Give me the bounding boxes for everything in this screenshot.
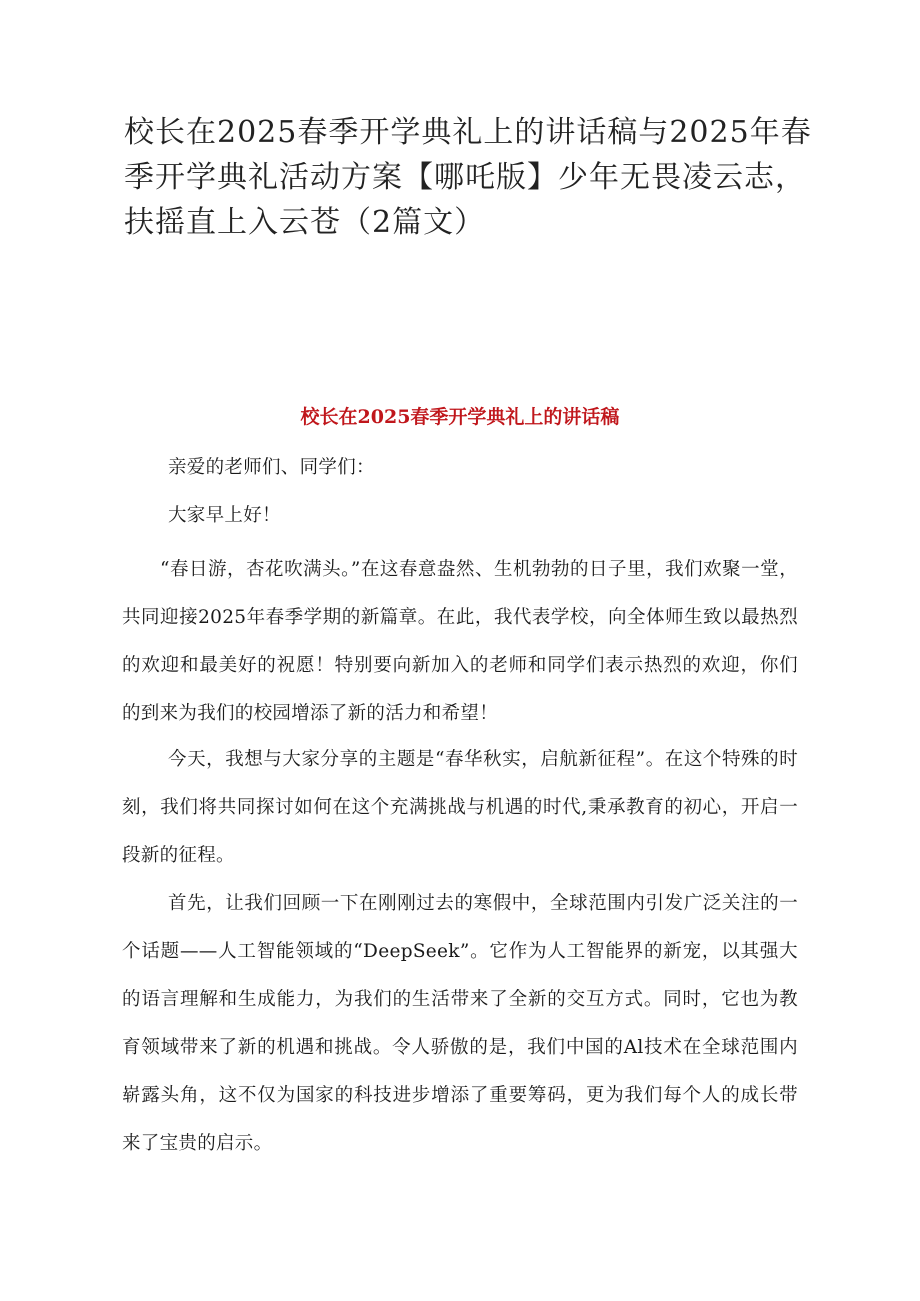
document-title: 校长在2025春季开学典礼上的讲话稿与2025年春季开学典礼活动方案【哪吒版】少年无畏凌云志，扶摇直上入云苍（2篇文） (124, 115, 812, 240)
section-heading: 校长在2025春季开学典礼上的讲话稿 (300, 406, 620, 428)
body-paragraph-2: 今天，我想与大家分享的主题是“春华秋实，启航新征程”。在这个特殊的时刻，我们将共同探讨如何在这个充满挑战与机遇的时代,秉承教育的初心，开启一段新的征程。 (122, 749, 798, 866)
body-paragraph-1: “春日游，杏花吹满头。”在这春意盎然、生机勃勃的日子里，我们欢聚一堂，共同迎接2025年春季学期的新篇章。在此，我代表学校，向全体师生致以最热烈的欢迎和最美好的祝愿！特别要向新加入的老师和同学们表示热烈的欢迎，你们的到来为我们的校园增添了新的活力和希望！ (122, 559, 798, 724)
body-paragraph-3: 首先，让我们回顾一下在刚刚过去的寒假中，全球范围内引发广泛关注的一个话题——人工智能领域的“DeepSeek”。它作为人工智能界的新宠，以其强大的语言理解和生成能力，为我们的生活带来了全新的交互方式。同时，它也为教育领域带来了新的机遇和挑战。令人骄傲的是，我们中国的Al技术在全球范围内崭露头角，这不仅为国家的科技进步增添了重要筹码，更为我们每个人的成长带来了宝贵的启示。 (122, 893, 798, 1154)
greeting-paragraph: 亲爱的老师们、同学们： (168, 457, 375, 478)
morning-paragraph: 大家早上好！ (168, 505, 281, 526)
